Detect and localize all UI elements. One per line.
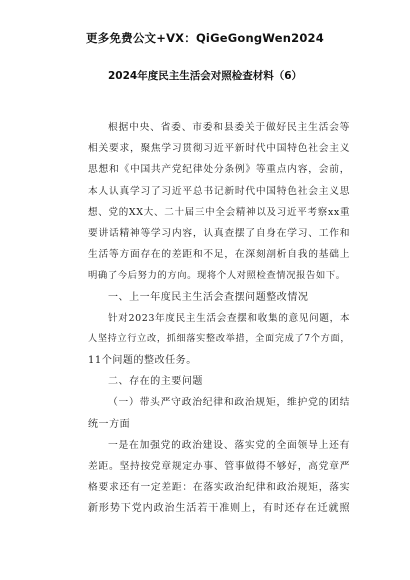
document-body [88, 117, 350, 520]
paragraph-line: 一是在加强党的政治建设、落实党的全面领导上还有 [108, 439, 350, 451]
paragraph-line: 11个问题的整改任务。 [88, 355, 197, 367]
paragraph-line: 要讲话精神等学习内容，认真查摆了自身在学习、工作和 [88, 227, 350, 239]
paragraph-line: 想、党的XX大、二十届三中全会精神以及习近平考察xx重 [88, 206, 350, 218]
paragraph-line: 思想和《中国共产党纪律处分条例》等重点内容，会前， [88, 164, 350, 176]
section-heading: 一、上一年度民主生活会查摆问题整改情况 [108, 291, 309, 303]
paragraph-line: 格要求还有一定差距：在落实政治纪律和政治规矩，落实 [88, 482, 350, 494]
subsection-heading: 统一方面 [88, 418, 131, 430]
paragraph-line: 人坚持立行立改，抓细落实整改举措，全面完成了7个方面， [88, 333, 350, 344]
paragraph-line: 生活等方面存在的差距和不足，在深刻剖析自我的基础上 [88, 249, 350, 261]
watermark-header: 更多免费公文+VX：QiGeGongWen2024 [86, 31, 324, 45]
paragraph-line: 明确了今后努力的方向。现将个人对照检查情况报告如下。 [88, 270, 346, 282]
paragraph-line: 新形势下党内政治生活若干准则上，有时还存在迁就照 [88, 503, 350, 515]
paragraph-line: 针对2023年度民主生活会查摆和收集的意见问题，本 [108, 312, 350, 324]
subsection-heading: （一）带头严守政治纪律和政治规矩，维护党的团结 [108, 397, 350, 409]
section-heading: 二、存在的主要问题 [108, 376, 203, 388]
paragraph-line: 差距。坚持按党章规定办事、管事做得不够好，高党章严 [88, 461, 350, 472]
paragraph-line: 根据中央、省委、市委和县委关于做好民主生活会等 [108, 122, 350, 133]
document-title: 2024年度民主生活会对照检查材料（6） [107, 70, 303, 82]
paragraph-line: 相关要求，聚焦学习贯彻习近平新时代中国特色社会主义 [88, 143, 350, 155]
paragraph-line: 本人认真学习了习近平总书记新时代中国特色社会主义思 [88, 185, 350, 197]
